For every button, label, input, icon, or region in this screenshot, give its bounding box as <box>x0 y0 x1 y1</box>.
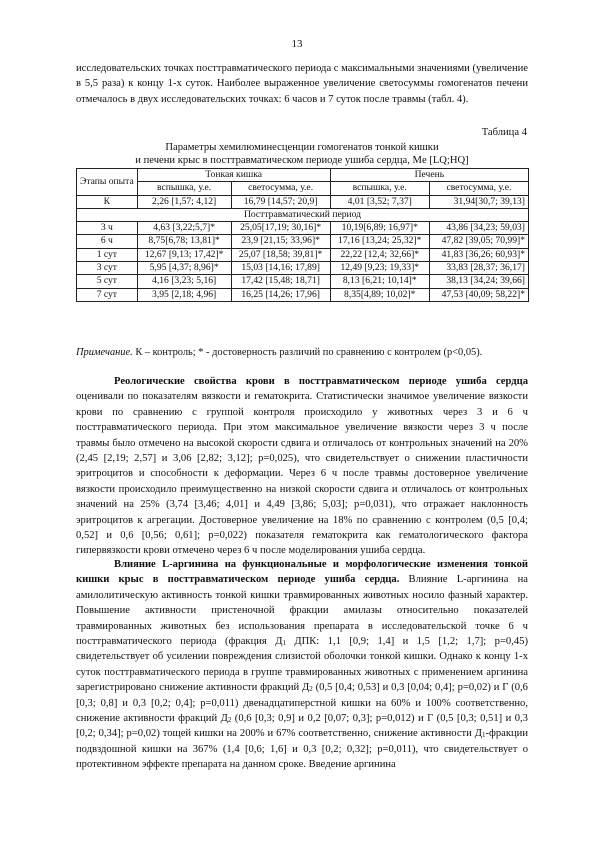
cell-stage: 3 сут <box>77 262 138 275</box>
subscript: 2 <box>309 685 313 694</box>
table-period-row <box>77 208 529 221</box>
page-number: 13 <box>291 38 303 50</box>
cell-stage: 5 сут <box>77 275 138 288</box>
section-rheology-heading: Реологические свойства крови в посттравматическом периоде ушиба сердца <box>114 376 528 387</box>
text-run: Влияние L-аргинина на амилолитическую активность тонкой кишки травмированных животных носило фазный характер. Повышение активности пристеночной фракции амилазы относительно показателей травмированных животных без использования препарата в исследовательской точке 6 ч посттравматического периода (фракция Д <box>76 574 528 648</box>
header-flash: вспышка, у.е. <box>137 182 231 195</box>
cell-stage: 1 сут <box>77 248 138 261</box>
cell-value: 47,53 [40,09; 58,22]* <box>429 288 528 301</box>
cell-value: 8,13 [6,21; 10,14]* <box>330 275 429 288</box>
cell-value: 4,01 [3,52; 7,37] <box>330 195 429 208</box>
cell-value: 25,07 [18,58; 39,81]* <box>231 248 330 261</box>
cell-value: 15,03 [14,16; 17,89] <box>231 262 330 275</box>
section-rheology <box>76 374 528 559</box>
cell-value: 31,94[30,7; 39,13] <box>429 195 528 208</box>
table-row <box>77 222 529 235</box>
subscript: 1 <box>481 731 486 740</box>
cell-value: 16,25 [14,26; 17,96] <box>231 288 330 301</box>
header-liver: Печень <box>330 169 528 182</box>
text-run: ДПК: 1,1 [0,9; 1,4] и 1,5 [1,2; 1,7]; p=0,45) свидетельствует об усилении повреждения слизистой оболочки тонкой кишки. Однако к концу 1-х суток посттравматического периода в группе травмированных животных с применением аргинина зарегистрировано снижение активности фракций Д <box>76 636 528 694</box>
cell-value: 12,49 [9,23; 19,33]* <box>330 262 429 275</box>
table-number-label: Таблица 4 <box>481 127 527 138</box>
header-small-intestine: Тонкая кишка <box>137 169 330 182</box>
table-row <box>77 262 529 275</box>
cell-value: 8,75[6,78; 13,81]* <box>137 235 231 248</box>
cell-stage: 6 ч <box>77 235 138 248</box>
cell-value: 17,42 [15,48; 18,71] <box>231 275 330 288</box>
cell-value: 8,35[4,89; 10,02]* <box>330 288 429 301</box>
cell-value: 12,67 [9,13; 17,42]* <box>137 248 231 261</box>
table-row <box>77 248 529 261</box>
table-title <box>76 141 528 167</box>
text-run: (0,6 [0,3; 0,9] и 0,2 [0,07; 0,3]; p=0,012) и Г (0,5 [0,3; 0,51] и 0,3 [0,2; 0,34]; p=0,02) тощей кишки на 200% и 67% соответственно, снижение активности Д <box>76 713 528 740</box>
cell-value: 41,83 [36,26; 60,93]* <box>429 248 528 261</box>
cell-value: 17,16 [13,24; 25,32]* <box>330 235 429 248</box>
cell-value: 22,22 [12,4; 32,66]* <box>330 248 429 261</box>
cell-value: 23,9 [21,15; 33,96]* <box>231 235 330 248</box>
header-flash-liver: вспышка, у.е. <box>330 182 429 195</box>
section-arginine <box>76 557 528 773</box>
table-header-row <box>77 169 529 182</box>
period-label: Посттравматический период <box>77 208 529 221</box>
cell-value: 10,19[6,89; 16,97]* <box>330 222 429 235</box>
cell-stage: К <box>77 195 138 208</box>
cell-value: 4,63 [3,22;5,7]* <box>137 222 231 235</box>
table-title-line-2: и печени крыс в посттравматическом периоде ушиба сердца, Me [LQ;HQ] <box>135 155 469 166</box>
table-row <box>77 235 529 248</box>
note-label: Примечание. <box>76 347 133 358</box>
header-stage: Этапы опыта <box>77 169 138 196</box>
section-rheology-text: оценивали по показателям вязкости и гематокрита. Статистически значимое увеличение вязкости крови по сравнению с группой контроля происходило у животных через 3 и 6 ч посттравматического периода. При этом максимальное увеличение вязкости через 3 ч после травмы было отмечено на высокой скорости сдвига и отличалось от контрольных значений на 20% (2,45 [2,19; 2,57] и 3,06 [2,82; 3,12]; p=0,025), что свидетельствует о снижении пластичности эритроцитов и способности к деформации. Через 6 ч после травмы достоверное увеличение вязкости происходило преимущественно на низкой скорости сдвига и отличалось от контрольных значений на 25% (3,74 [3,46; 4,01] и 4,49 [3,86; 5,03]; p=0,031), что отражает наклонность эритроцитов к агрегации. Достоверное увеличение на 18% по сравнению с контролем (0,5 [0,4; 0,52] и 0,6 [0,56; 0,61]; p=0,022) показателя гематокрита как гематологического фактора гипервязкости крови отмечено через 6 ч после моделирования ушиба сердца. <box>76 391 528 557</box>
text-run: (0,5 [0,4; 0,53] и 0,3 [0,04; 0,4]; p=0,02) и Г (0,6 [0,3; 0,8] и 0,3 [0,2; 0,4]; p=0,011) двенадцатиперстной кишки на 60% и 100% соответственно, снижение активности фракций Д <box>76 682 528 725</box>
cell-value: 2,26 [1,57; 4,12] <box>137 195 231 208</box>
header-lightsum: светосумма, у.е. <box>231 182 330 195</box>
cell-stage: 7 сут <box>77 288 138 301</box>
table-row <box>77 275 529 288</box>
cell-value: 4,16 [3,23; 5,16] <box>137 275 231 288</box>
table-row-control <box>77 195 529 208</box>
cell-value: 33,83 [28,37; 36,17] <box>429 262 528 275</box>
note-text: К – контроль; * - достоверность различий по сравнению с контролем (p<0,05). <box>132 347 483 358</box>
intro-paragraph: исследовательских точках посттравматического периода с максимальными значениями (увеличение в 5,5 раза) к концу 1-х суток. Наиболее выраженное увеличение светосуммы гомогенатов печени отмечалось в двух исследовательских точках: 6 часов и 7 суток после травмы (табл. 4). <box>76 63 528 105</box>
text-run: -фракции подвздошной кишки на 367% (1,4 [0,6; 1,6] и 0,3 [0,2; 0,32]; p=0,011), что свидетельствует о протективном эффекте препарата на данном сроке. Введение аргинина <box>76 728 528 771</box>
subscript: 1 <box>282 639 286 648</box>
table-note <box>76 347 482 358</box>
cell-value: 38,13 [34,24; 39,66] <box>429 275 528 288</box>
cell-value: 25,05[17,19; 30,16]* <box>231 222 330 235</box>
table-title-line-1: Параметры хемилюминесценции гомогенатов тонкой кишки <box>165 142 439 153</box>
section-arginine-text <box>76 574 528 770</box>
table-row <box>77 288 529 301</box>
cell-value: 5,95 [4,37; 8,96]* <box>137 262 231 275</box>
subscript: 2 <box>227 716 232 725</box>
section-arginine-heading: Влияние L-аргинина на функциональные и морфологические изменения тонкой кишки крыс в посттравматическом периоде ушиба сердца. <box>76 559 528 586</box>
table-subheader-row <box>77 182 529 195</box>
cell-value: 43,86 [34,23; 59,03] <box>429 222 528 235</box>
cell-value: 16,79 [14,57; 20,9] <box>231 195 330 208</box>
cell-value: 3,95 [2,18; 4,96] <box>137 288 231 301</box>
header-lightsum-liver: светосумма, у.е. <box>429 182 528 195</box>
cell-stage: 3 ч <box>77 222 138 235</box>
chemiluminescence-table <box>76 168 529 302</box>
cell-value: 47,82 [39,05; 70,99]* <box>429 235 528 248</box>
